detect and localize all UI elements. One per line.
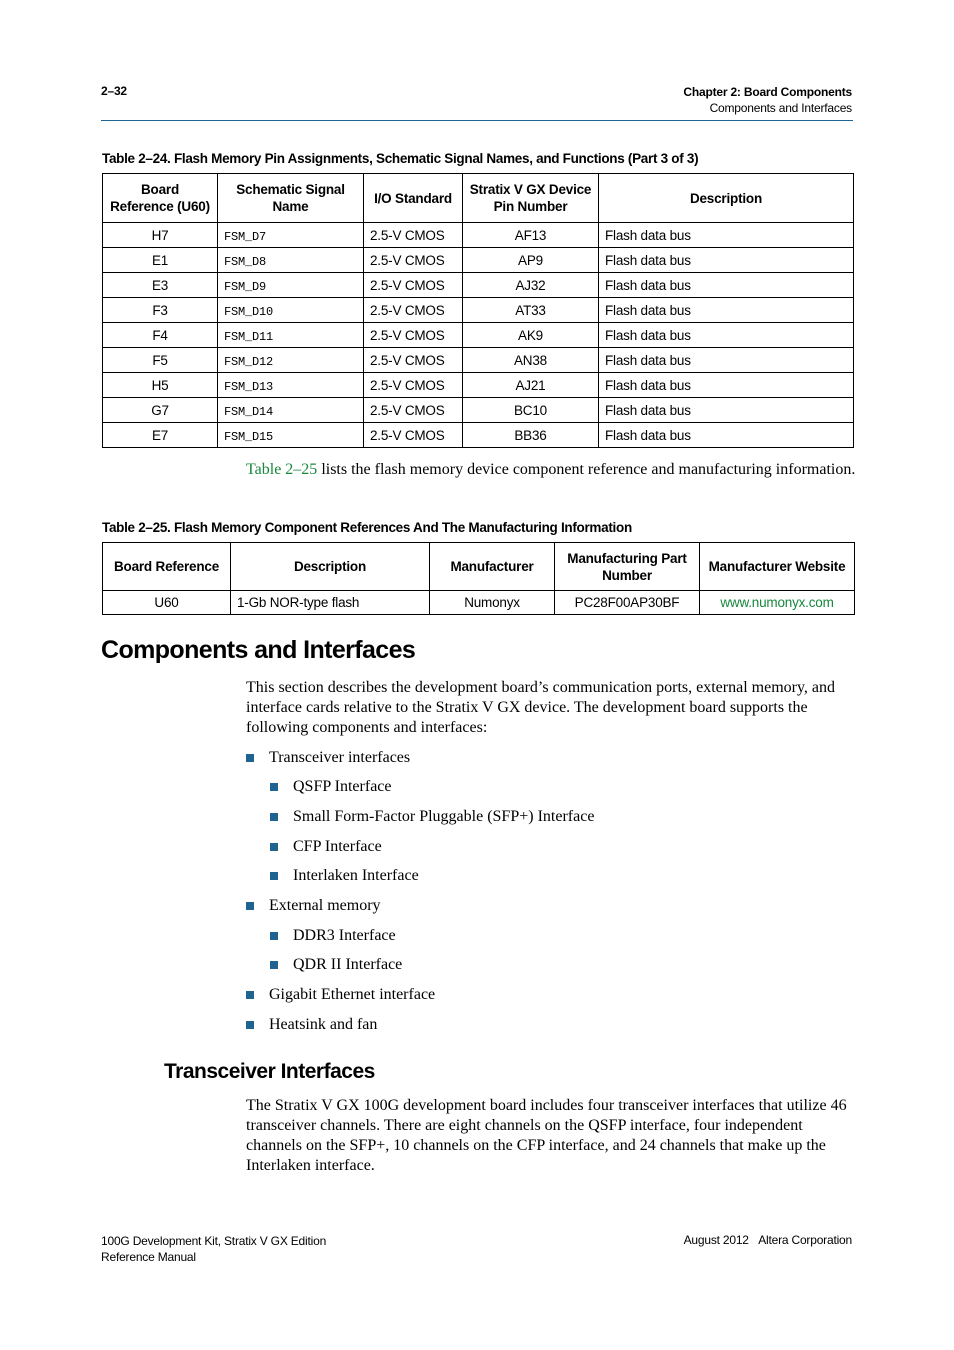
table-cell: AJ32: [463, 273, 599, 298]
table-cell: 2.5-V CMOS: [364, 348, 463, 373]
signal-name-cell: FSM_D14: [218, 398, 364, 423]
column-header: Manufacturer: [430, 543, 555, 591]
footer-doc-info: [101, 1233, 326, 1265]
table-cell: AK9: [463, 323, 599, 348]
table-cell: Flash data bus: [599, 373, 854, 398]
section-heading: Components and Interfaces: [101, 636, 416, 664]
running-header: [683, 84, 852, 116]
table-cell: H5: [103, 373, 218, 398]
table-cell: 2.5-V CMOS: [364, 273, 463, 298]
column-header: Manufacturing Part Number: [555, 543, 700, 591]
table-cell: BC10: [463, 398, 599, 423]
table-cell: E1: [103, 248, 218, 273]
signal-name-cell: FSM_D7: [218, 223, 364, 248]
column-header: Description: [599, 174, 854, 223]
column-header: Stratix V GX Device Pin Number: [463, 174, 599, 223]
table-cell: H7: [103, 223, 218, 248]
flash-pin-table: [102, 173, 854, 448]
table-cell: Flash data bus: [599, 298, 854, 323]
bullet-icon: [246, 754, 254, 762]
signal-name-cell: FSM_D8: [218, 248, 364, 273]
table-cell: E3: [103, 273, 218, 298]
table-cell: 2.5-V CMOS: [364, 223, 463, 248]
table-cell: AN38: [463, 348, 599, 373]
table-row: [103, 323, 854, 348]
table-cell: PC28F00AP30BF: [555, 591, 700, 615]
table-cell: 2.5-V CMOS: [364, 423, 463, 448]
publish-date: August 2012: [683, 1233, 749, 1247]
column-header: Schematic Signal Name: [218, 174, 364, 223]
header-rule: [101, 120, 853, 121]
table-cell: AJ21: [463, 373, 599, 398]
column-header: Manufacturer Website: [700, 543, 855, 591]
table-header-row: [103, 543, 855, 591]
table-intro-paragraph: [246, 460, 856, 480]
paragraph-text: lists the flash memory device component reference and manufacturing information.: [317, 461, 856, 478]
table-cell: 2.5-V CMOS: [364, 398, 463, 423]
table-cell: BB36: [463, 423, 599, 448]
page-number: 2–32: [101, 84, 127, 98]
footer-publisher: [684, 1233, 852, 1247]
table-cell: 2.5-V CMOS: [364, 323, 463, 348]
chapter-title: Chapter 2: Board Components: [683, 85, 852, 99]
table-cell: AP9: [463, 248, 599, 273]
table-row: [103, 223, 854, 248]
table-cell: AF13: [463, 223, 599, 248]
bullet-icon: [270, 783, 278, 791]
table-cell: 1-Gb NOR-type flash: [231, 591, 430, 615]
table-row: [103, 591, 855, 615]
table-row: [103, 248, 854, 273]
table-cell: E7: [103, 423, 218, 448]
table-row: [103, 398, 854, 423]
signal-name-cell: FSM_D10: [218, 298, 364, 323]
column-header: Description: [231, 543, 430, 591]
table-cell: Numonyx: [430, 591, 555, 615]
table-row: [103, 348, 854, 373]
table-cell: AT33: [463, 298, 599, 323]
table-caption: Table 2–25. Flash Memory Component References And The Manufacturing Information: [102, 520, 632, 535]
table-cell: G7: [103, 398, 218, 423]
table-caption: Table 2–24. Flash Memory Pin Assignments, Schematic Signal Names, and Functions (Part 3 of 3): [102, 151, 699, 166]
bullet-icon: [246, 1021, 254, 1029]
table-header-row: [103, 174, 854, 223]
signal-name-cell: FSM_D9: [218, 273, 364, 298]
section-title: Components and Interfaces: [709, 101, 852, 115]
table-cell: Flash data bus: [599, 223, 854, 248]
manufacturer-website-link[interactable]: www.numonyx.com: [700, 591, 855, 615]
table-row: [103, 423, 854, 448]
table-cell: Flash data bus: [599, 323, 854, 348]
bullet-icon: [270, 872, 278, 880]
column-header: Board Reference (U60): [103, 174, 218, 223]
signal-name-cell: FSM_D12: [218, 348, 364, 373]
bullet-icon: [270, 813, 278, 821]
table-cell: Flash data bus: [599, 398, 854, 423]
bullet-icon: [246, 902, 254, 910]
table-cell: U60: [103, 591, 231, 615]
table-link[interactable]: Table 2–25: [246, 461, 318, 478]
subsection-paragraph: The Stratix V GX 100G development board includes four transceiver interfaces that utilize 46 transceiver channels. There are eight channels on the QSFP interface, four independent channels on the SFP+, 10 channels on the CFP interface, and 24 channels that make up the Interlaken interface.: [246, 1097, 847, 1174]
table-cell: F3: [103, 298, 218, 323]
table-cell: Flash data bus: [599, 273, 854, 298]
table-cell: 2.5-V CMOS: [364, 298, 463, 323]
table-cell: F4: [103, 323, 218, 348]
table-cell: F5: [103, 348, 218, 373]
table-cell: 2.5-V CMOS: [364, 248, 463, 273]
table-cell: Flash data bus: [599, 423, 854, 448]
column-header: I/O Standard: [364, 174, 463, 223]
section-paragraph: This section describes the development board’s communication ports, external memory, and interface cards relative to the Stratix V GX device. The development board supports the following components and interfaces:: [246, 679, 836, 736]
doc-title: 100G Development Kit, Stratix V GX Edition: [101, 1234, 327, 1248]
table-row: [103, 273, 854, 298]
column-header: Board Reference: [103, 543, 231, 591]
table-row: [103, 373, 854, 398]
table-cell: Flash data bus: [599, 248, 854, 273]
signal-name-cell: FSM_D15: [218, 423, 364, 448]
bullet-icon: [270, 961, 278, 969]
subsection-heading: Transceiver Interfaces: [164, 1060, 375, 1083]
signal-name-cell: FSM_D11: [218, 323, 364, 348]
bullet-icon: [270, 843, 278, 851]
bullet-icon: [270, 932, 278, 940]
table-row: [103, 298, 854, 323]
company-name: Altera Corporation: [758, 1233, 852, 1247]
flash-component-table: [102, 542, 855, 615]
signal-name-cell: FSM_D13: [218, 373, 364, 398]
bullet-icon: [246, 991, 254, 999]
doc-subtitle: Reference Manual: [101, 1250, 196, 1264]
table-cell: Flash data bus: [599, 348, 854, 373]
table-cell: 2.5-V CMOS: [364, 373, 463, 398]
